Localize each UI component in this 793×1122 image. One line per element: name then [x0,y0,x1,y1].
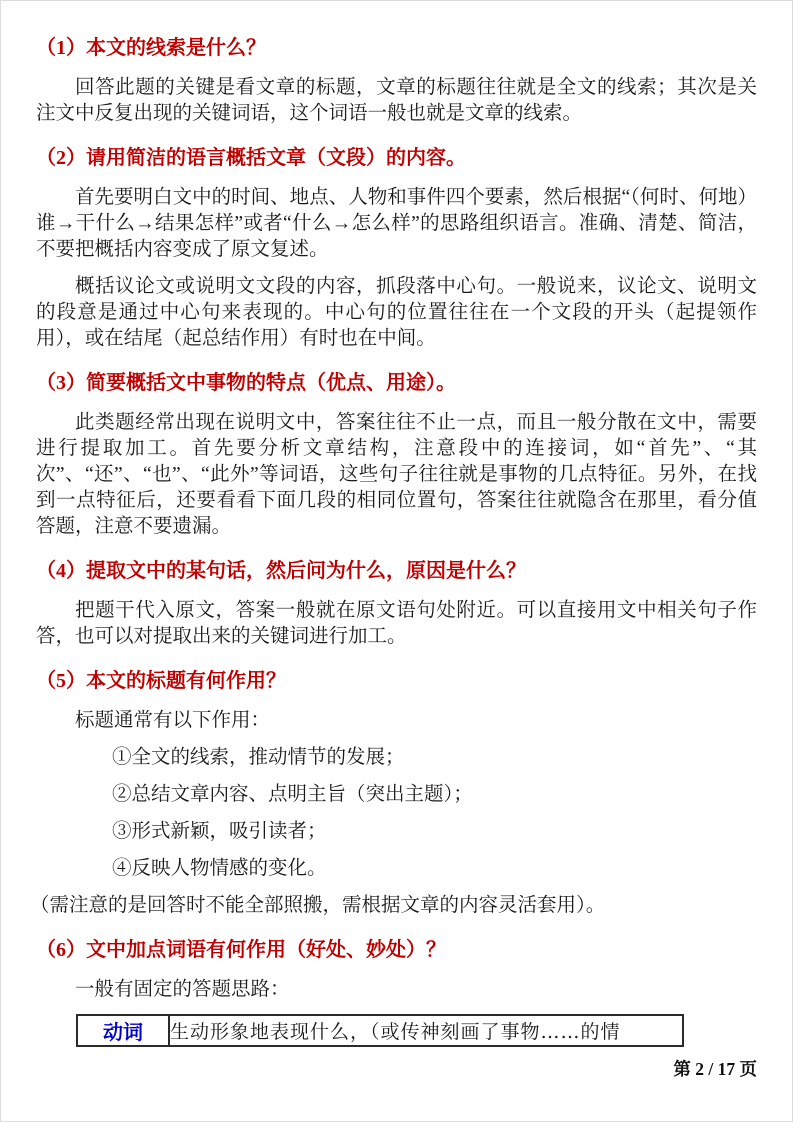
table-term-cell: 动词 [77,1015,169,1046]
title-function-item-1: ①全文的线索，推动情节的发展； [112,747,405,768]
answer-pattern-table [76,1014,684,1047]
section-5-note: （需注意的是回答时不能全部照搬，需根据文章的内容灵活套用）。 [30,895,606,916]
section-1-paragraph: 回答此题的关键是看文章的标题，文章的标题往往就是全文的线索；其次是关注文中反复出现的关键词语，这个词语一般也就是文章的线索。 [36,77,757,124]
section-5-heading: （5）本文的标题有何作用？ [36,670,286,692]
section-2-paragraph-2: 概括议论文或说明文文段的内容，抓段落中心句。一般说来，议论文、说明文的段意是通过中心句来表现的。中心句的位置往往在一个文段的开头（起提领作用），或在结尾（起总结作用）有时也在中间。 [36,276,757,349]
table-row [77,1015,683,1046]
section-2-paragraph-1: 首先要明白文中的时间、地点、人物和事件四个要素，然后根据“（何时、何地）谁→干什么→结果怎样”或者“什么→怎么样”的思路组织语言。准确、清楚、简洁，不要把概括内容变成了原文复述。 [36,187,757,260]
page-number: 第 2 / 17 页 [673,1059,757,1079]
title-function-item-3: ③形式新颖，吸引读者； [112,821,327,842]
section-5-intro: 标题通常有以下作用： [75,710,271,731]
section-6-heading: （6）文中加点词语有何作用（好处、妙处）？ [36,939,446,961]
title-function-item-4: ④反映人物情感的变化。 [112,858,327,879]
section-2-heading: （2）请用简洁的语言概括文章（文段）的内容。 [36,147,466,169]
title-function-item-2: ②总结文章内容、点明主旨（突出主题）； [112,784,473,805]
section-6-intro: 一般有固定的答题思路： [75,979,290,1000]
section-1-heading: （1）本文的线索是什么？ [36,37,266,59]
section-4-heading: （4）提取文中的某句话，然后问为什么，原因是什么？ [36,560,526,582]
section-3-heading: （3）简要概括文中事物的特点（优点、用途）。 [36,372,456,394]
table-desc-cell: 生动形象地表现什么，（或传神刻画了事物……的情 [169,1015,683,1046]
section-4-paragraph: 把题干代入原文，答案一般就在原文语句处附近。可以直接用文中相关句子作答，也可以对提取出来的关键词进行加工。 [36,600,757,647]
section-3-paragraph: 此类题经常出现在说明文中，答案往往不止一点，而且一般分散在文中，需要进行提取加工。首先要分析文章结构，注意段中的连接词，如“首先”、“其次”、“还”、“也”、“此外”等词语，这些句子往往就是事物的几点特征。另外，在找到一点特征后，还要看看下面几段的相同位置句，答案往往就隐含在那里，看分值答题，注意不要遗漏。 [36,412,757,537]
